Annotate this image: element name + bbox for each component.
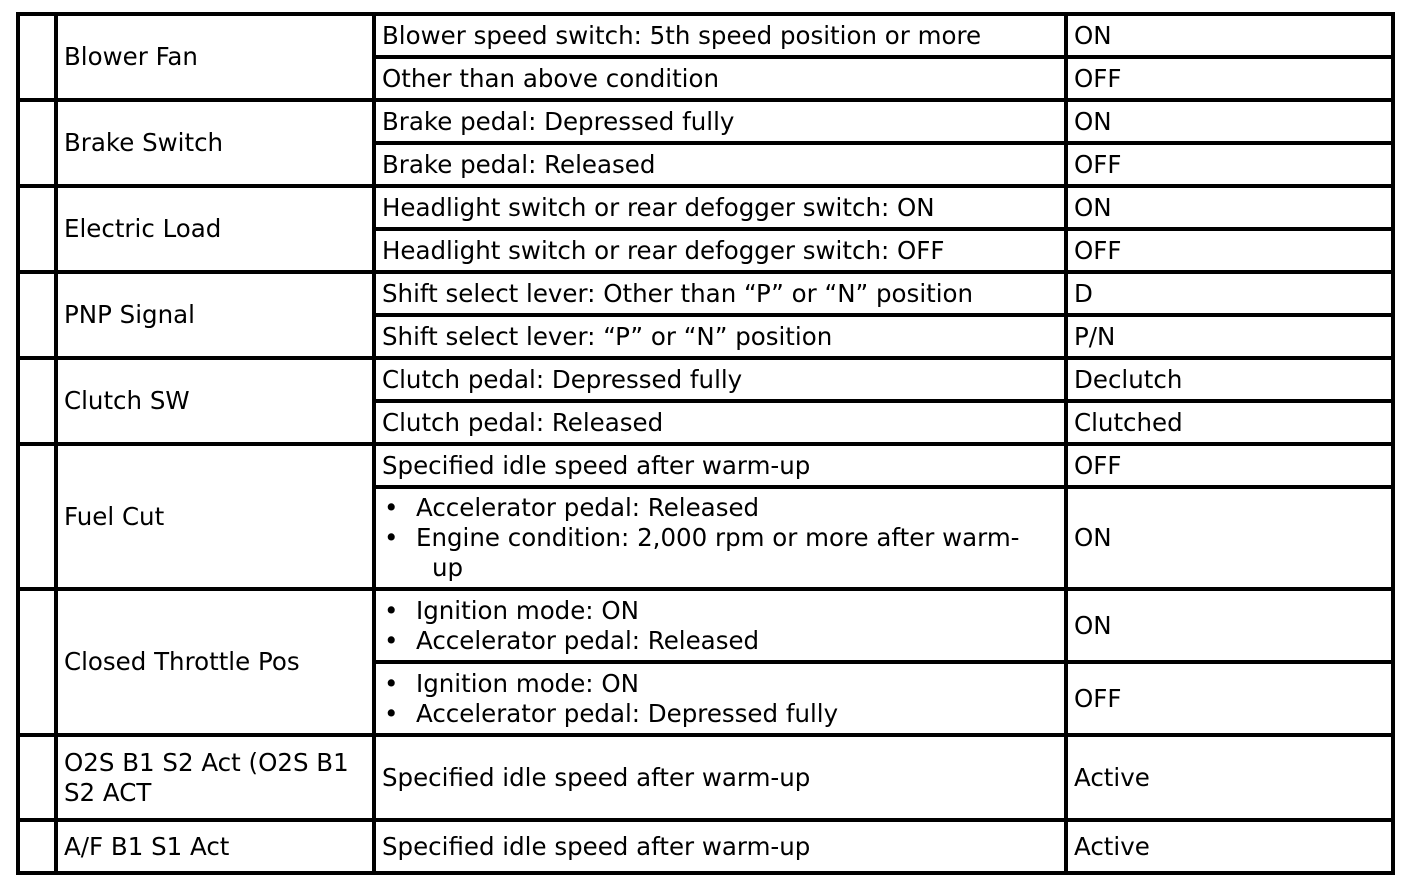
monitor-item-label: PNP Signal <box>56 272 374 358</box>
condition-cell: Headlight switch or rear defogger switch: ON <box>374 186 1066 229</box>
condition-cell: Clutch pedal: Depressed fully <box>374 358 1066 401</box>
condition-cell: Specified idle speed after warm-up <box>374 735 1066 820</box>
blank-cell <box>18 100 56 186</box>
condition-bullet-continuation: up <box>432 553 464 582</box>
table-row <box>18 820 1393 873</box>
condition-cell: Blower speed switch: 5th speed position or more <box>374 14 1066 57</box>
condition-bullet: • Engine condition: 2,000 rpm or more after warm- <box>382 523 1059 553</box>
monitor-item-label: Closed Throttle Pos <box>56 589 374 735</box>
value-cell: ON <box>1066 186 1393 229</box>
blank-cell <box>18 444 56 589</box>
blank-cell <box>18 272 56 358</box>
condition-cell <box>374 487 1066 589</box>
blank-cell <box>18 820 56 873</box>
value-cell: OFF <box>1066 662 1393 735</box>
blank-cell <box>18 589 56 735</box>
condition-bullet: • Ignition mode: ON <box>382 669 1059 699</box>
condition-cell <box>374 589 1066 662</box>
table-row <box>18 735 1393 820</box>
condition-cell <box>374 662 1066 735</box>
monitor-item-label: Brake Switch <box>56 100 374 186</box>
value-cell: ON <box>1066 100 1393 143</box>
table-row <box>18 589 1393 662</box>
data-monitor-spec-table <box>16 12 1395 875</box>
table-row <box>18 100 1393 143</box>
value-cell: Active <box>1066 820 1393 873</box>
condition-bullet-list <box>382 669 1059 729</box>
condition-cell: Specified idle speed after warm-up <box>374 444 1066 487</box>
condition-cell: Shift select lever: “P” or “N” position <box>374 315 1066 358</box>
condition-bullet-list <box>382 596 1059 656</box>
monitor-item-label: O2S B1 S2 Act (O2S B1 S2 ACT <box>56 735 374 820</box>
condition-cell: Headlight switch or rear defogger switch: OFF <box>374 229 1066 272</box>
value-cell: P/N <box>1066 315 1393 358</box>
blank-cell <box>18 186 56 272</box>
condition-bullet-list <box>382 493 1059 583</box>
blank-cell <box>18 735 56 820</box>
table-row <box>18 186 1393 229</box>
value-cell: ON <box>1066 589 1393 662</box>
condition-cell: Specified idle speed after warm-up <box>374 820 1066 873</box>
condition-cell: Brake pedal: Released <box>374 143 1066 186</box>
value-cell: Clutched <box>1066 401 1393 444</box>
table-row <box>18 444 1393 487</box>
table-row <box>18 358 1393 401</box>
value-cell: D <box>1066 272 1393 315</box>
monitor-item-label: Fuel Cut <box>56 444 374 589</box>
monitor-item-label: Blower Fan <box>56 14 374 100</box>
blank-cell <box>18 358 56 444</box>
value-cell: Declutch <box>1066 358 1393 401</box>
condition-cell: Clutch pedal: Released <box>374 401 1066 444</box>
monitor-item-label: Clutch SW <box>56 358 374 444</box>
condition-bullet: • Accelerator pedal: Depressed fully <box>382 699 1059 729</box>
condition-bullet: • Accelerator pedal: Released <box>382 626 1059 656</box>
condition-cell: Other than above condition <box>374 57 1066 100</box>
condition-bullet: • Accelerator pedal: Released <box>382 493 1059 523</box>
condition-bullet: • Ignition mode: ON <box>382 596 1059 626</box>
monitor-item-label: Electric Load <box>56 186 374 272</box>
table-row <box>18 272 1393 315</box>
value-cell: OFF <box>1066 229 1393 272</box>
blank-cell <box>18 14 56 100</box>
value-cell: OFF <box>1066 444 1393 487</box>
value-cell: OFF <box>1066 57 1393 100</box>
value-cell: ON <box>1066 487 1393 589</box>
value-cell: ON <box>1066 14 1393 57</box>
table-row <box>18 14 1393 57</box>
monitor-item-label: A/F B1 S1 Act <box>56 820 374 873</box>
value-cell: OFF <box>1066 143 1393 186</box>
condition-cell: Brake pedal: Depressed fully <box>374 100 1066 143</box>
condition-cell: Shift select lever: Other than “P” or “N” position <box>374 272 1066 315</box>
value-cell: Active <box>1066 735 1393 820</box>
